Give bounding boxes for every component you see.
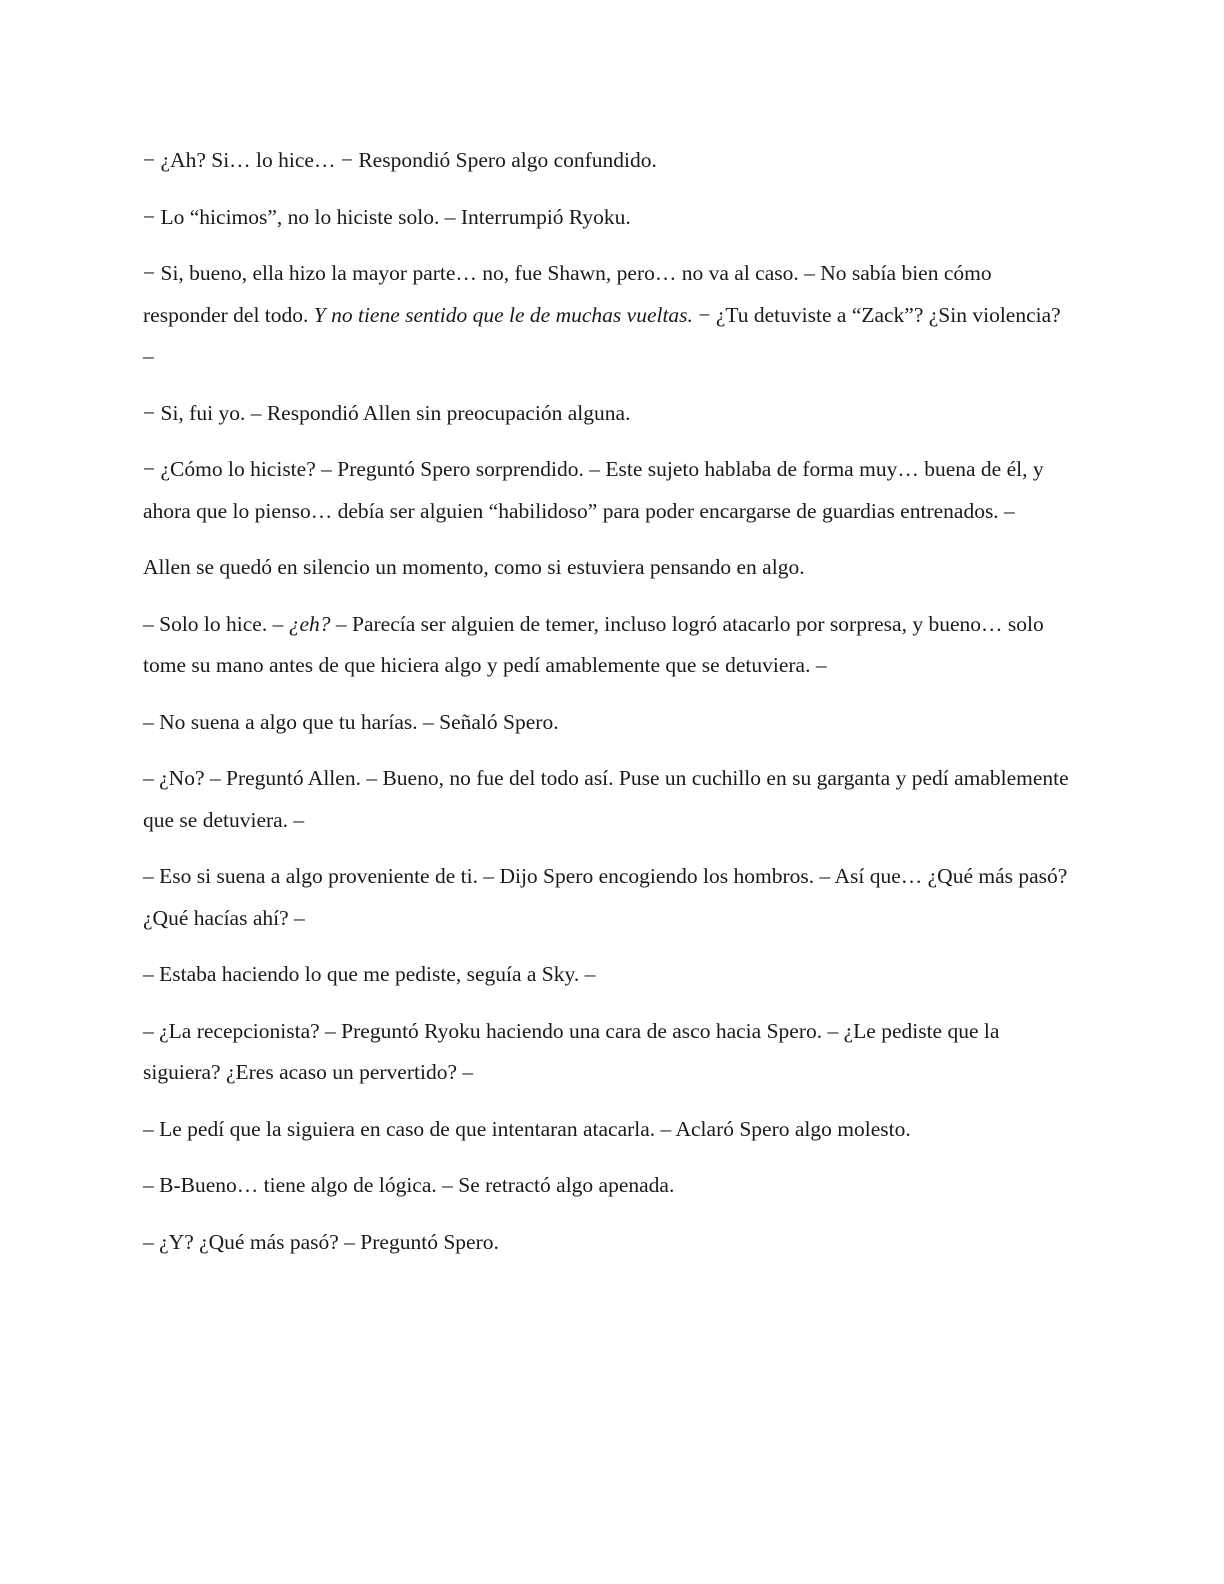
paragraph <box>143 197 1073 239</box>
paragraph <box>143 758 1073 841</box>
paragraph <box>143 1109 1073 1151</box>
text-run: − ¿Tu detuviste a “Zack”? ¿Sin violencia? – <box>143 302 1061 368</box>
text-run: – Estaba haciendo lo que me pediste, seguía a Sky. – <box>143 962 596 986</box>
text-run: – ¿Y? ¿Qué más pasó? – Preguntó Spero. <box>143 1229 499 1254</box>
text-run: − Si, fui yo. – Respondió Allen sin preocupación alguna. <box>143 400 631 425</box>
text-run: − Si, bueno, ella hizo la mayor parte… no, fue Shawn, pero… no va al caso. – No sabía bien cómo responder del todo. <box>143 261 992 327</box>
paragraph <box>143 604 1073 687</box>
document-body <box>143 140 1073 1278</box>
text-run: – Eso si suena a algo proveniente de ti. – Dijo Spero encogiendo los hombros. – Así que… ¿Qué más pasó? ¿Qué hacías ahí? – <box>143 864 1068 930</box>
paragraph <box>143 393 1073 435</box>
text-run: Allen se quedó en silencio un momento, como si estuviera pensando en algo. <box>143 555 805 579</box>
paragraph <box>143 856 1073 939</box>
text-run: – Parecía ser alguien de temer, incluso logró atacarlo por sorpresa, y bueno… solo tome su mano antes de que hiciera algo y pedí amablemente que se detuviera. – <box>143 611 1044 677</box>
paragraph <box>143 449 1073 532</box>
text-run: − ¿Ah? Si… lo hice… − Respondió Spero algo confundido. <box>143 148 657 172</box>
italic-thought: Y no tiene sentido que le de muchas vueltas. <box>313 302 693 327</box>
paragraph <box>143 1011 1073 1094</box>
text-run: – B-Bueno… tiene algo de lógica. – Se retractó algo apenada. <box>143 1173 675 1197</box>
paragraph <box>143 140 1073 182</box>
paragraph <box>143 1165 1073 1207</box>
paragraph <box>143 547 1073 589</box>
text-run: – No suena a algo que tu harías. – Señaló Spero. <box>143 709 559 734</box>
paragraph <box>143 1222 1073 1264</box>
paragraph <box>143 954 1073 996</box>
text-run: − ¿Cómo lo hiciste? – Preguntó Spero sorprendido. – Este sujeto hablaba de forma muy… buena de él, y ahora que lo pienso… debía ser alguien “habilidoso” para poder encargarse de guardias entrenados. – <box>143 457 1044 523</box>
text-run: − Lo “hicimos”, no lo hiciste solo. – Interrumpió Ryoku. <box>143 204 631 229</box>
text-run: – ¿La recepcionista? – Preguntó Ryoku haciendo una cara de asco hacia Spero. – ¿Le pediste que la siguiera? ¿Eres acaso un pervertido? – <box>143 1018 1000 1084</box>
text-run: – Le pedí que la siguiera en caso de que intentaran atacarla. – Aclaró Spero algo molesto. <box>143 1116 911 1141</box>
paragraph <box>143 253 1073 378</box>
paragraph <box>143 702 1073 744</box>
italic-thought: ¿eh? <box>288 611 331 636</box>
text-run: – Solo lo hice. – <box>143 611 289 636</box>
text-run: – ¿No? – Preguntó Allen. – Bueno, no fue del todo así. Puse un cuchillo en su garganta y pedí amablemente que se detuviera. – <box>143 766 1069 832</box>
